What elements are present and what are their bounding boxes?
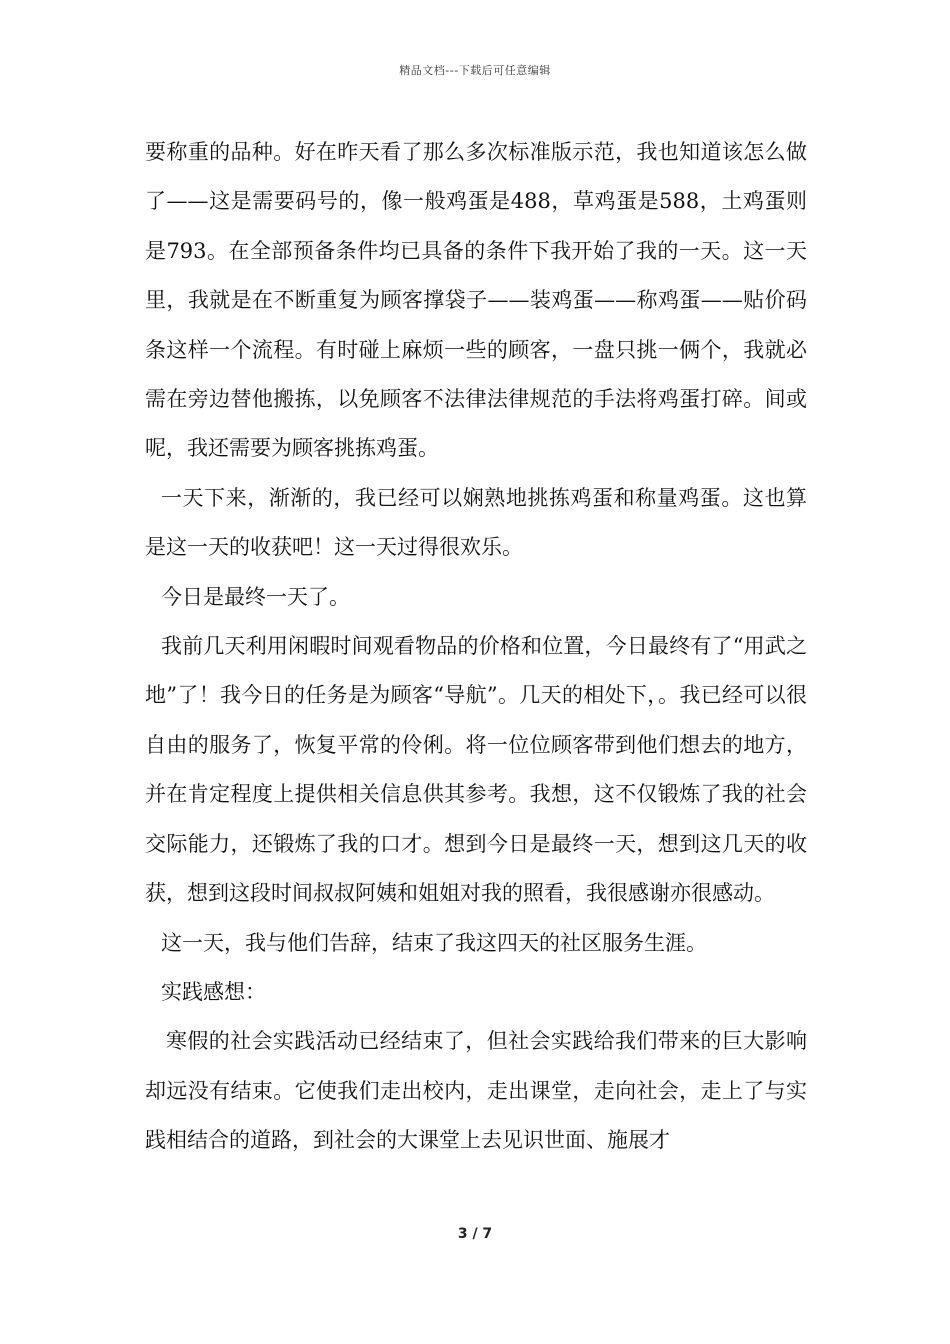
document-body	[145, 128, 807, 1166]
paragraph-egg-weighing: 要称重的品种。好在昨天看了那么多次标准版示范，我也知道该怎么做了——这是需要码号的，像一般鸡蛋是488，草鸡蛋是588，土鸡蛋则是793。在全部预备条件均已具备的条件下我开始了我的一天。这一天里，我就是在不断重复为顾客撑袋子——装鸡蛋——称鸡蛋——贴价码条这样一个流程。有时碰上麻烦一些的顾客，一盘只挑一俩个，我就必需在旁边替他搬拣，以免顾客不法律法律规范的手法将鸡蛋打碎。间或呢，我还需要为顾客挑拣鸡蛋。	[145, 140, 807, 461]
page-number: 3 / 7	[457, 1226, 493, 1242]
paragraph-last-day: 今日是最终一天了。	[161, 584, 350, 609]
paragraph-reflections: 寒假的社会实践活动已经结束了，但社会实践给我们带来的巨大影响却远没有结束。它使我们走出校内，走出课堂，走向社会，走上了与实践相结合的道路，到社会的大课堂上去见识世面、施展才	[145, 1029, 807, 1153]
section-heading-reflections: 实践感想：	[161, 979, 266, 1004]
page-header: 精品文档---下载后可任意编辑	[399, 64, 551, 77]
paragraph-navigation-task: 我前几天利用闲暇时间观看物品的价格和位置，今日最终有了“用武之地”了！我今日的任务是为顾客“导航”。几天的相处下，。我已经可以很自由的服务了，恢复平常的伶俐。将一位位顾客带到他们想去的地方，并在肯定程度上提供相关信息供其参考。我想，这不仅锻炼了我的社会交际能力，还锻炼了我的口才。想到今日是最终一天，想到这几天的收获，想到这段时间叔叔阿姨和姐姐对我的照看，我很感谢亦很感动。	[145, 634, 807, 906]
paragraph-farewell: 这一天，我与他们告辞，结束了我这四天的社区服务生涯。	[161, 930, 707, 955]
paragraph-day-summary: 一天下来，渐渐的，我已经可以娴熟地挑拣鸡蛋和称量鸡蛋。这也算是这一天的收获吧！这一天过得很欢乐。	[145, 485, 807, 560]
